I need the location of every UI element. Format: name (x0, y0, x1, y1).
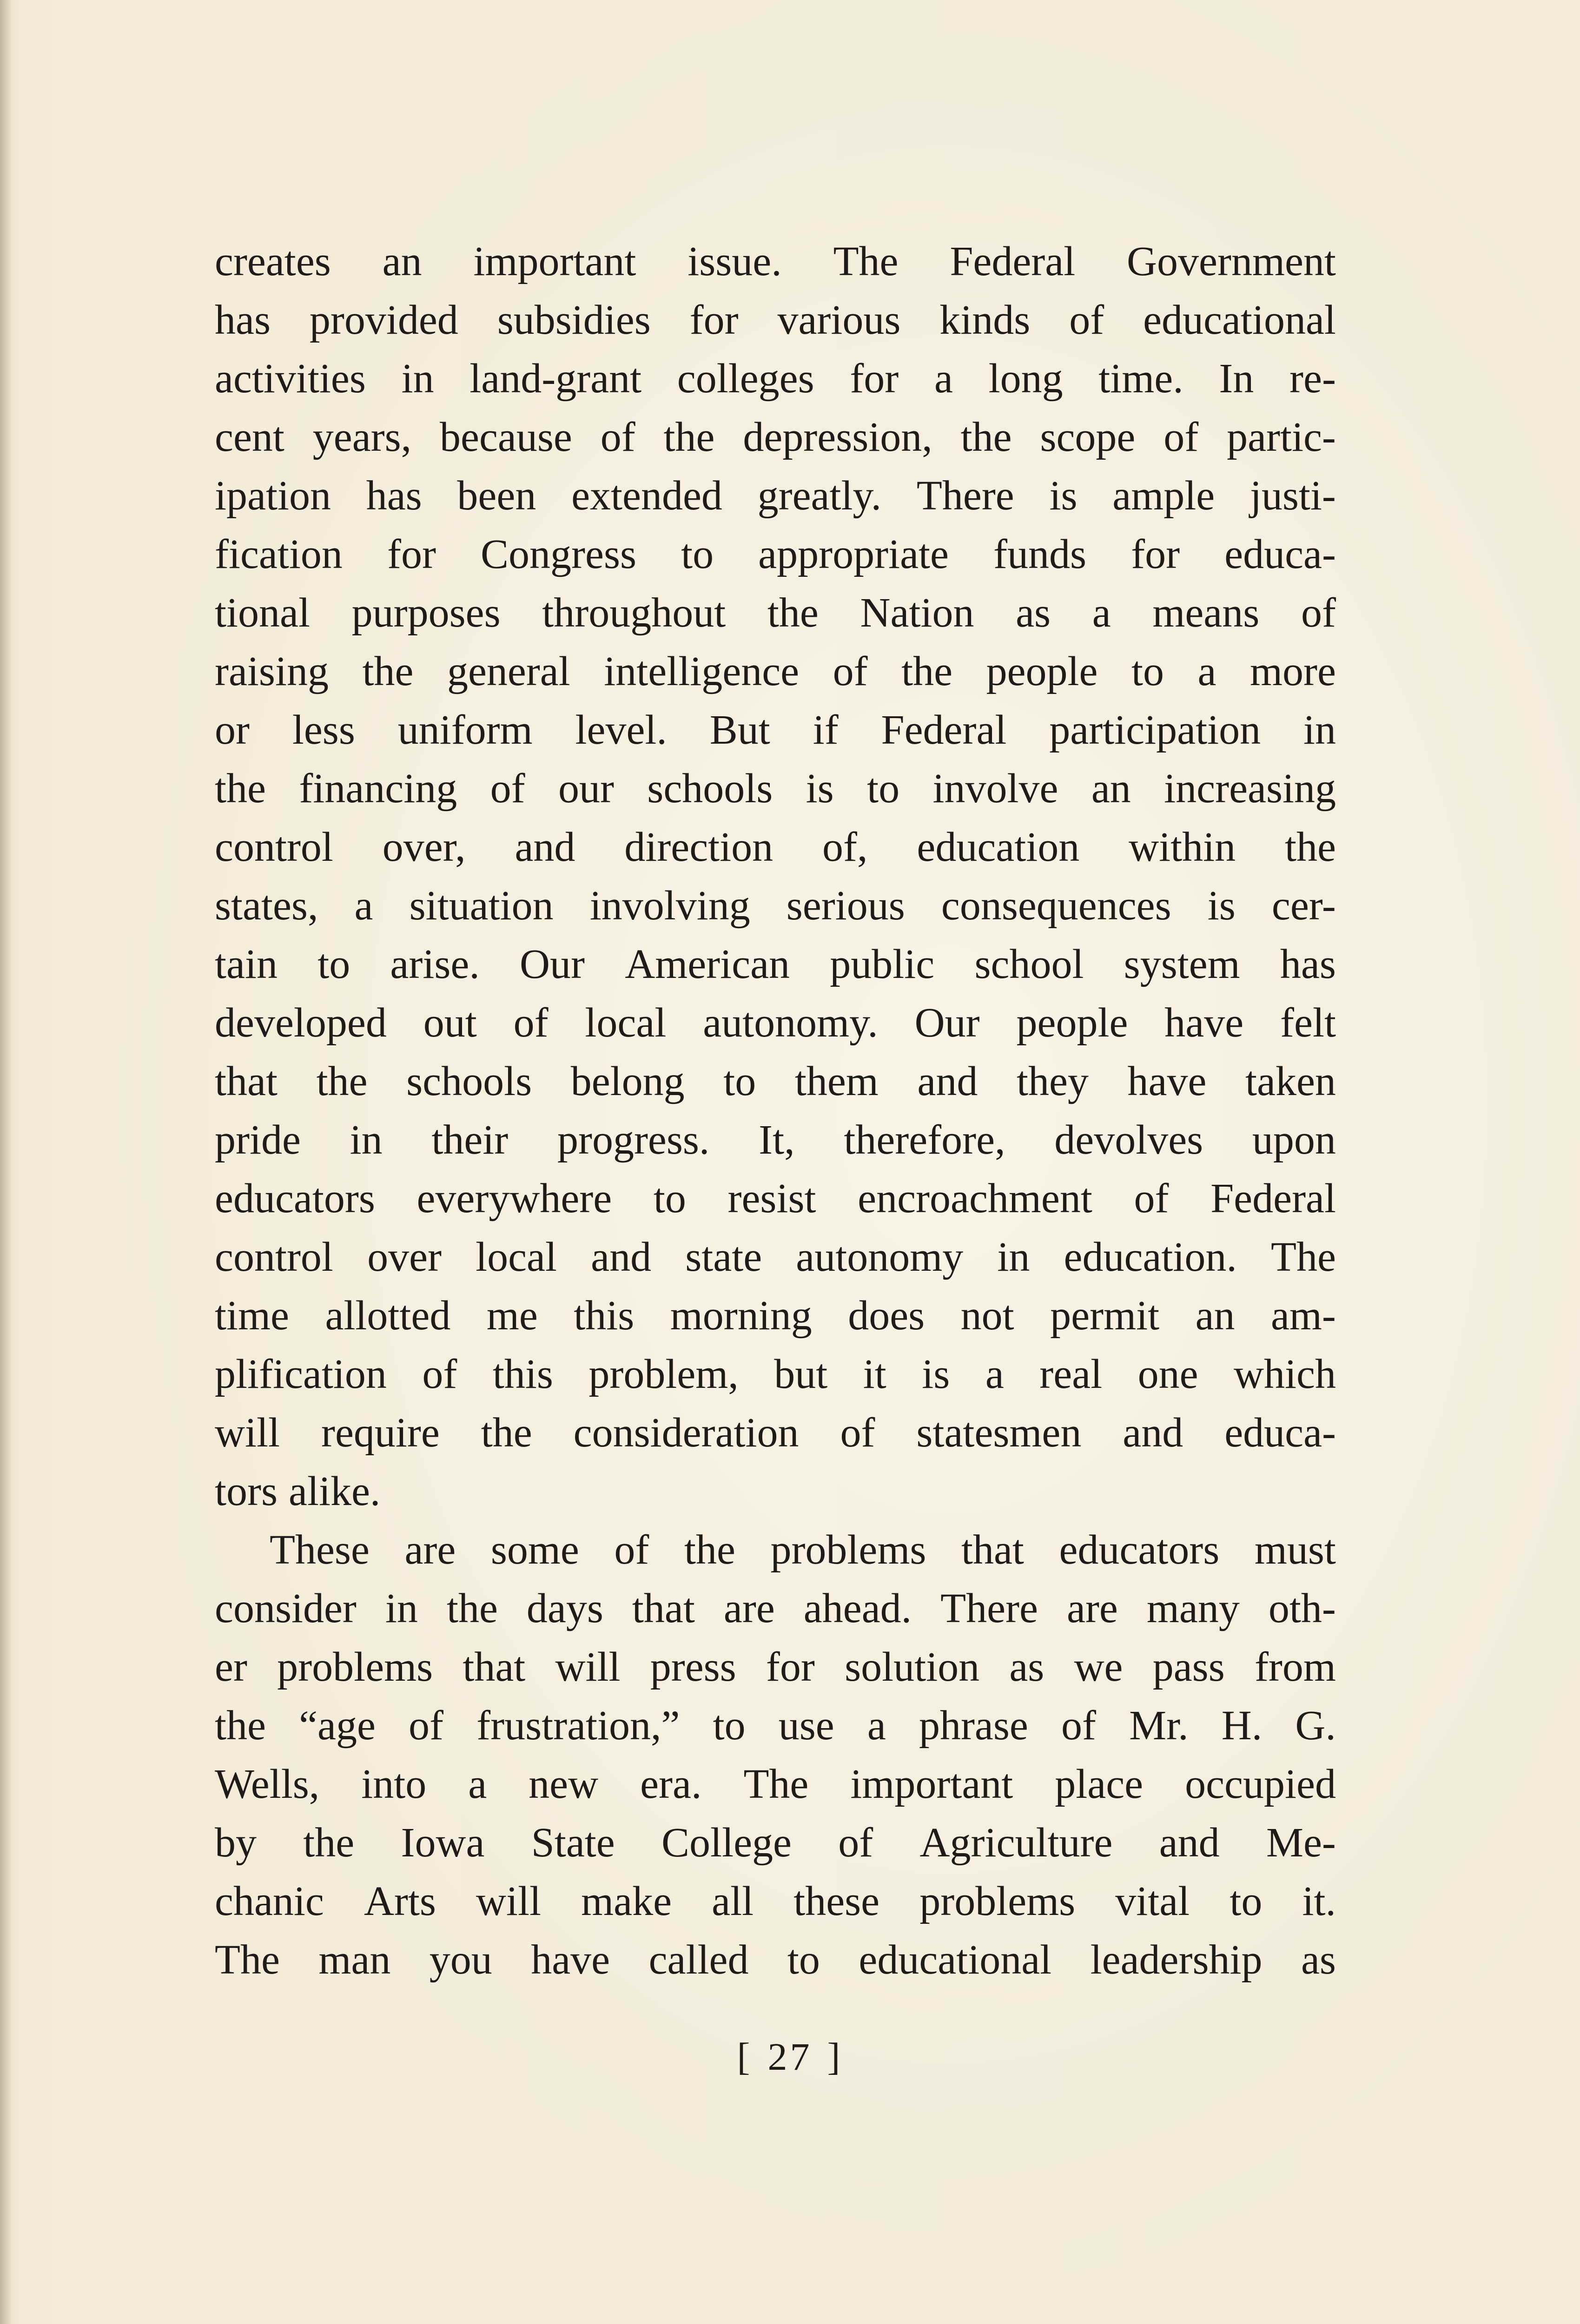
text-line: that the schools belong to them and they have taken (215, 1058, 1336, 1104)
text-line: states, a situation involving serious consequences is cer- (215, 883, 1336, 929)
text-line: will require the consideration of statesmen and educa- (215, 1410, 1336, 1456)
text-line: by the Iowa State College of Agriculture and Me- (215, 1820, 1336, 1866)
text-line: or less uniform level. But if Federal participation in (215, 707, 1336, 753)
text-line: the financing of our schools is to involve an increasing (215, 766, 1336, 812)
text-line: tors alike. (215, 1468, 381, 1514)
text-line: fication for Congress to appropriate funds for educa- (215, 531, 1336, 577)
text-line: cent years, because of the depression, the scope of partic- (215, 414, 1336, 460)
text-line: creates an important issue. The Federal Government (215, 238, 1336, 284)
page-gutter-shadow (0, 0, 12, 2324)
paragraph-1 (215, 232, 1336, 1521)
page-number (0, 2034, 1580, 2080)
text-line: has provided subsidies for various kinds of educational (215, 297, 1336, 343)
text-line: The man you have called to educational leadership as (215, 1937, 1336, 1983)
text-line: raising the general intelligence of the people to a more (215, 648, 1336, 694)
text-line: Wells, into a new era. The important place occupied (215, 1761, 1336, 1807)
page-number-open-bracket: [ (737, 2035, 753, 2079)
text-line: ipation has been extended greatly. There is ample justi- (215, 473, 1336, 519)
text-line: er problems that will press for solution as we pass from (215, 1644, 1336, 1690)
text-line: the “age of frustration,” to use a phrase of Mr. H. G. (215, 1703, 1336, 1749)
paragraph-2 (215, 1521, 1336, 1989)
page-number-close-bracket: ] (827, 2035, 843, 2079)
text-line: developed out of local autonomy. Our people have felt (215, 1000, 1336, 1046)
body-text (215, 232, 1336, 1989)
text-line: educators everywhere to resist encroachment of Federal (215, 1175, 1336, 1221)
text-line: plification of this problem, but it is a real one which (215, 1351, 1336, 1397)
text-line: consider in the days that are ahead. There are many oth- (215, 1585, 1336, 1631)
text-line: activities in land-grant colleges for a long time. In re- (215, 356, 1336, 402)
text-line: tain to arise. Our American public school system has (215, 941, 1336, 987)
text-line: tional purposes throughout the Nation as a means of (215, 590, 1336, 636)
text-line: control over, and direction of, education within the (215, 824, 1336, 870)
text-line: control over local and state autonomy in education. The (215, 1234, 1336, 1280)
text-line: chanic Arts will make all these problems vital to it. (215, 1878, 1336, 1924)
text-line: time allotted me this morning does not permit an am- (215, 1293, 1336, 1339)
text-line: pride in their progress. It, therefore, devolves upon (215, 1117, 1336, 1163)
text-line: These are some of the problems that educators must (270, 1527, 1336, 1573)
page-number-value: 27 (767, 2035, 813, 2079)
